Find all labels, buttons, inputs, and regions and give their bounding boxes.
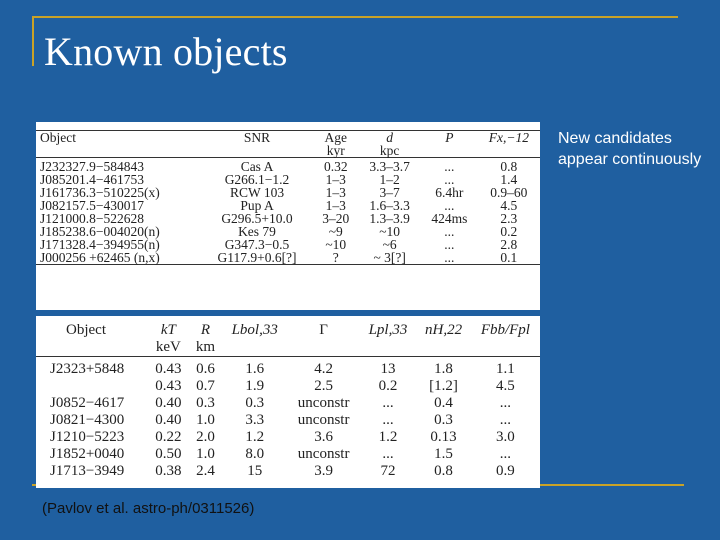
table-cell: ... bbox=[444, 224, 455, 239]
header-cell: Fx,−12 bbox=[478, 131, 540, 145]
table-cell: 0.40 bbox=[155, 395, 182, 411]
table-cell: J1210−5223 bbox=[50, 429, 125, 445]
table-cell: 0.8 bbox=[434, 463, 453, 479]
table-cell: 1.0 bbox=[196, 446, 215, 462]
table-cell: 2.4 bbox=[196, 463, 215, 479]
table-cell: J185238.6−004020(n) bbox=[40, 224, 160, 239]
table-row bbox=[36, 357, 540, 379]
table-cell: ... bbox=[444, 198, 455, 213]
table-cell: 0.32 bbox=[323, 159, 348, 174]
table-cell: 0.9 bbox=[496, 463, 515, 479]
table-cell: G296.5+10.0 bbox=[221, 211, 293, 226]
table-cell: 4.5 bbox=[500, 198, 518, 213]
table-cell: 2.8 bbox=[500, 237, 518, 252]
table-cell: J1852+0040 bbox=[50, 446, 125, 462]
citation: (Pavlov et al. astro-ph/0311526) bbox=[42, 500, 255, 517]
table-cell: 0.2 bbox=[378, 378, 398, 394]
table-cell: 1.2 bbox=[245, 429, 265, 445]
unit-cell bbox=[360, 339, 417, 357]
table-cell: Kes 79 bbox=[238, 224, 276, 239]
table-cell: 0.2 bbox=[500, 224, 518, 239]
table-cell: 2.0 bbox=[196, 429, 215, 445]
table-cell: Pup A bbox=[240, 198, 274, 213]
table-cell: [1.2] bbox=[429, 378, 458, 394]
table-row bbox=[36, 412, 540, 429]
table-cell: ... bbox=[499, 412, 512, 428]
table-cell: ~9 bbox=[328, 224, 343, 239]
table-cell: unconstr bbox=[297, 446, 350, 462]
unit-cell bbox=[421, 144, 478, 158]
table-cell: ... bbox=[444, 159, 455, 174]
side-note: New candidates appear continuously bbox=[558, 130, 702, 168]
table-cell: 13 bbox=[380, 361, 396, 377]
header-cell: Object bbox=[66, 322, 106, 338]
table-cell: ... bbox=[499, 395, 512, 411]
table-cell: ... bbox=[382, 395, 394, 411]
table-row bbox=[36, 395, 540, 412]
unit-cell bbox=[416, 339, 471, 357]
table-cell: 1.6 bbox=[245, 361, 265, 377]
snr-table-image bbox=[36, 122, 540, 310]
table-cell: ... bbox=[444, 172, 455, 187]
table-cell: 0.4 bbox=[434, 395, 453, 411]
table-cell: 8.0 bbox=[245, 446, 265, 462]
header-cell: Object bbox=[36, 131, 201, 145]
table-cell: 0.9–60 bbox=[490, 185, 528, 200]
unit-cell bbox=[288, 339, 360, 357]
table-cell: 15 bbox=[247, 463, 263, 479]
table-cell: 4.2 bbox=[314, 361, 333, 377]
header-cell: Age bbox=[313, 131, 358, 145]
table-row bbox=[36, 158, 540, 174]
table-cell: ... bbox=[421, 251, 478, 265]
table-cell: 3.6 bbox=[314, 429, 333, 445]
table-cell: ? bbox=[313, 251, 358, 265]
table-row bbox=[36, 463, 540, 480]
table-cell: 3–20 bbox=[322, 211, 350, 226]
table-row bbox=[36, 446, 540, 463]
table-cell: ... bbox=[382, 412, 394, 428]
table-cell: J085201.4−461753 bbox=[40, 172, 144, 187]
table-cell: 0.3 bbox=[196, 395, 215, 411]
table-cell: 0.1 bbox=[478, 251, 540, 265]
table-cell: ... bbox=[499, 446, 512, 462]
table-cell: J082157.5−430017 bbox=[40, 198, 144, 213]
table-cell: 0.6 bbox=[196, 361, 215, 377]
header-cell: kT bbox=[160, 322, 176, 338]
table-cell: 0.43 bbox=[155, 378, 182, 394]
table-cell: 0.3 bbox=[434, 412, 453, 428]
table-cell: 2.5 bbox=[314, 378, 333, 394]
table-units-row bbox=[36, 144, 540, 158]
table-cell: 0.40 bbox=[155, 412, 182, 428]
table-cell: 3.0 bbox=[496, 429, 515, 445]
table-cell bbox=[36, 378, 148, 395]
table-cell: ... bbox=[444, 237, 455, 252]
table-cell: 0.43 bbox=[155, 361, 182, 377]
table-cell: 1.8 bbox=[434, 361, 453, 377]
table-cell: 1.6–3.3 bbox=[369, 198, 410, 213]
table-cell: 1–3 bbox=[325, 185, 346, 200]
table-cell: 1.9 bbox=[245, 378, 265, 394]
unit-cell bbox=[471, 339, 540, 357]
table-cell: G347.3−0.5 bbox=[224, 237, 290, 252]
header-cell: P bbox=[421, 131, 478, 145]
table-row bbox=[36, 429, 540, 446]
table-cell: J0852−4617 bbox=[50, 395, 125, 411]
header-cell: d bbox=[358, 131, 421, 145]
table-cell: unconstr bbox=[297, 412, 350, 428]
header-cell: nH,22 bbox=[424, 322, 463, 338]
unit-cell bbox=[201, 144, 313, 158]
table-cell: 1.3–3.9 bbox=[369, 211, 410, 226]
table-cell: ~ 3[?] bbox=[358, 251, 421, 265]
table-cell: J171328.4−394955(n) bbox=[40, 237, 160, 252]
table-cell: ... bbox=[382, 446, 394, 462]
table-cell: 0.38 bbox=[155, 463, 182, 479]
table-cell: ~10 bbox=[379, 224, 401, 239]
table-row bbox=[36, 378, 540, 395]
table-cell: J0821−4300 bbox=[50, 412, 125, 428]
table-cell: 0.3 bbox=[245, 395, 265, 411]
left-rule bbox=[32, 16, 34, 66]
slide-title: Known objects bbox=[44, 29, 288, 74]
unit-cell bbox=[36, 339, 148, 357]
table-cell: G266.1−1.2 bbox=[224, 172, 290, 187]
table-cell: J1713−3949 bbox=[50, 463, 125, 479]
table-cell: 3.9 bbox=[314, 463, 333, 479]
table-cell: 0.7 bbox=[196, 378, 215, 394]
table-row bbox=[36, 251, 540, 265]
table-cell: 6.4hr bbox=[435, 185, 464, 200]
table-cell: G117.9+0.6[?] bbox=[201, 251, 313, 265]
snr-table-body bbox=[36, 158, 540, 265]
table-cell: ~6 bbox=[382, 237, 397, 252]
table-cell: J2323+5848 bbox=[50, 361, 125, 377]
table-cell: 3–7 bbox=[379, 185, 400, 200]
header-cell: Fbb/Fpl bbox=[480, 322, 530, 338]
table-cell: 0.50 bbox=[155, 446, 182, 462]
unit-cell bbox=[36, 144, 201, 158]
table-cell: 4.5 bbox=[496, 378, 515, 394]
table-cell: 1.1 bbox=[496, 361, 515, 377]
unit-cell bbox=[222, 339, 288, 357]
table-cell: J000256 +62465 (n,x) bbox=[36, 251, 201, 265]
snr-table bbox=[36, 130, 540, 265]
table-cell: unconstr bbox=[297, 395, 350, 411]
unit-cell: kyr bbox=[313, 144, 358, 158]
top-rule bbox=[32, 16, 678, 18]
table-cell: 1.4 bbox=[500, 172, 518, 187]
header-cell: Lbol,33 bbox=[231, 322, 278, 338]
table-cell: J232327.9−584843 bbox=[40, 159, 144, 174]
table-cell: 1.2 bbox=[378, 429, 398, 445]
table-cell: ~10 bbox=[325, 237, 347, 252]
table-cell: Cas A bbox=[240, 159, 274, 174]
table-cell: RCW 103 bbox=[229, 185, 285, 200]
table-header-row bbox=[36, 322, 540, 339]
table-cell: 1–3 bbox=[325, 172, 346, 187]
spectral-table bbox=[36, 322, 540, 480]
table-cell: 424ms bbox=[431, 211, 468, 226]
header-cell: SNR bbox=[201, 131, 313, 145]
table-cell: 1.5 bbox=[434, 446, 453, 462]
table-cell: 0.22 bbox=[155, 429, 182, 445]
table-units-row bbox=[36, 339, 540, 357]
table-cell: 3.3–3.7 bbox=[369, 159, 410, 174]
table-cell: J161736.3−510225(x) bbox=[40, 185, 160, 200]
table-cell: J121000.8−522628 bbox=[40, 211, 144, 226]
header-cell: R bbox=[200, 322, 211, 338]
spectral-table-body bbox=[36, 357, 540, 481]
unit-cell bbox=[478, 144, 540, 158]
table-cell: 2.3 bbox=[500, 211, 518, 226]
header-cell: Γ bbox=[319, 322, 328, 338]
unit-cell: keV bbox=[148, 339, 189, 357]
spectral-table-image bbox=[36, 316, 540, 488]
table-cell: 0.8 bbox=[500, 159, 518, 174]
table-header-row bbox=[36, 131, 540, 145]
header-cell: Lpl,33 bbox=[368, 322, 408, 338]
table-cell: 1–2 bbox=[379, 172, 400, 187]
table-cell: 72 bbox=[380, 463, 396, 479]
unit-cell: kpc bbox=[358, 144, 421, 158]
table-cell: 3.3 bbox=[245, 412, 265, 428]
unit-cell: km bbox=[189, 339, 222, 357]
table-cell: 0.13 bbox=[430, 429, 457, 445]
table-cell: 1–3 bbox=[325, 198, 346, 213]
table-cell: 1.0 bbox=[196, 412, 215, 428]
